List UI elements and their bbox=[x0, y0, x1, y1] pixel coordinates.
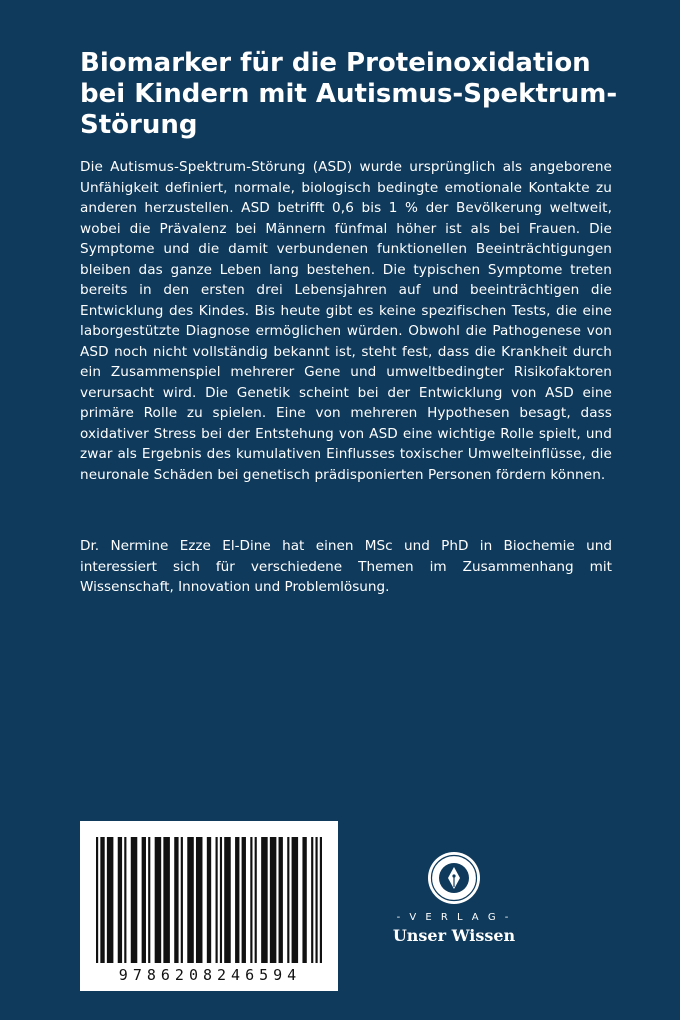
barcode-bar bbox=[270, 837, 277, 963]
fountain-pen-nib-seal-icon bbox=[426, 850, 482, 906]
barcode-bar bbox=[207, 837, 211, 963]
book-title: Biomarker für die Proteinoxidation bei Kindern mit Autismus-Spektrum-Störung bbox=[80, 48, 618, 140]
barcode-bar bbox=[287, 837, 289, 963]
barcode-bar bbox=[311, 837, 313, 963]
barcode-bar bbox=[118, 837, 122, 963]
publisher-name: Unser Wissen bbox=[392, 926, 516, 945]
barcode-bar bbox=[235, 837, 239, 963]
barcode-bar bbox=[103, 837, 105, 963]
barcode-bar bbox=[163, 837, 170, 963]
barcode-bar bbox=[216, 837, 218, 963]
barcode-area bbox=[80, 821, 338, 991]
barcode-bar bbox=[100, 837, 102, 963]
barcode-bar bbox=[131, 837, 138, 963]
publisher-verlag-label: - V E R L A G - bbox=[396, 912, 512, 923]
barcode-bar bbox=[261, 837, 268, 963]
author-bio: Dr. Nermine Ezze El-Dine hat einen MSc und PhD in Biochemie und interessiert sich für verschiedene Themen im Zusammenhang mit Wissenschaft, Innovation und Problemlösung. bbox=[80, 538, 612, 595]
barcode-bar bbox=[96, 837, 98, 963]
barcode-bar bbox=[155, 837, 162, 963]
barcode-bar bbox=[142, 837, 146, 963]
book-description: Die Autismus-Spektrum-Störung (ASD) wurde ursprünglich als angeborene Unfähigkeit definiert, normale, biologisch bedingte emotionale Kontakte zu anderen herzustellen. ASD betrifft 0,6 bis 1 % der Bevölkerung weltweit, wobei die Prävalenz bei Männern fünfmal höher ist als bei Frauen. Die Symptome und die damit verbundenen funktionellen Beeinträchtigungen bleiben das ganze Leben lang bestehen. Die typischen Symptome treten bereits in den ersten drei Lebensjahren auf und beeinträchtigen die Entwicklung des Kindes. Bis heute gibt es keine spezifischen Tests, die eine laborgestützte Diagnose ermöglichen würden. Obwohl die Pathogenese von ASD noch nicht vollständig bekannt ist, steht fest, dass die Krankheit durch ein Zusammenspiel mehrerer Gene und umweltbedingter Risikofaktoren verursacht wird. Die Genetik scheint bei der Entwicklung von ASD eine primäre Rolle zu spielen. Eine von mehreren Hypothesen besagt, dass oxidativer Stress bei der Entstehung von ASD eine wichtige Rolle spielt, und zwar als Ergebnis des kumulativen Einflusses toxischer Umwelteinflüsse, die neuronale Schäden bei genetisch prädisponierten Personen fördern können. bbox=[80, 159, 612, 483]
barcode-bar bbox=[174, 837, 178, 963]
barcode-bar bbox=[250, 837, 252, 963]
barcode-bar bbox=[315, 837, 317, 963]
barcode-bar bbox=[302, 837, 306, 963]
barcode-bar bbox=[107, 837, 114, 963]
barcode-bar bbox=[292, 837, 299, 963]
barcode-bar bbox=[181, 837, 183, 963]
barcode-bar bbox=[279, 837, 283, 963]
barcode-bar bbox=[255, 837, 257, 963]
barcode-bar bbox=[224, 837, 231, 963]
barcode-bar bbox=[124, 837, 126, 963]
isbn-digits: 9786208246594 bbox=[118, 966, 302, 984]
barcode-bar bbox=[320, 837, 322, 963]
barcode-bar bbox=[220, 837, 222, 963]
publisher-logo bbox=[390, 850, 550, 950]
barcode-icon bbox=[94, 837, 324, 965]
barcode-bar bbox=[196, 837, 203, 963]
barcode-bar bbox=[148, 837, 150, 963]
barcode-bar bbox=[187, 837, 194, 963]
barcode-bar bbox=[242, 837, 246, 963]
